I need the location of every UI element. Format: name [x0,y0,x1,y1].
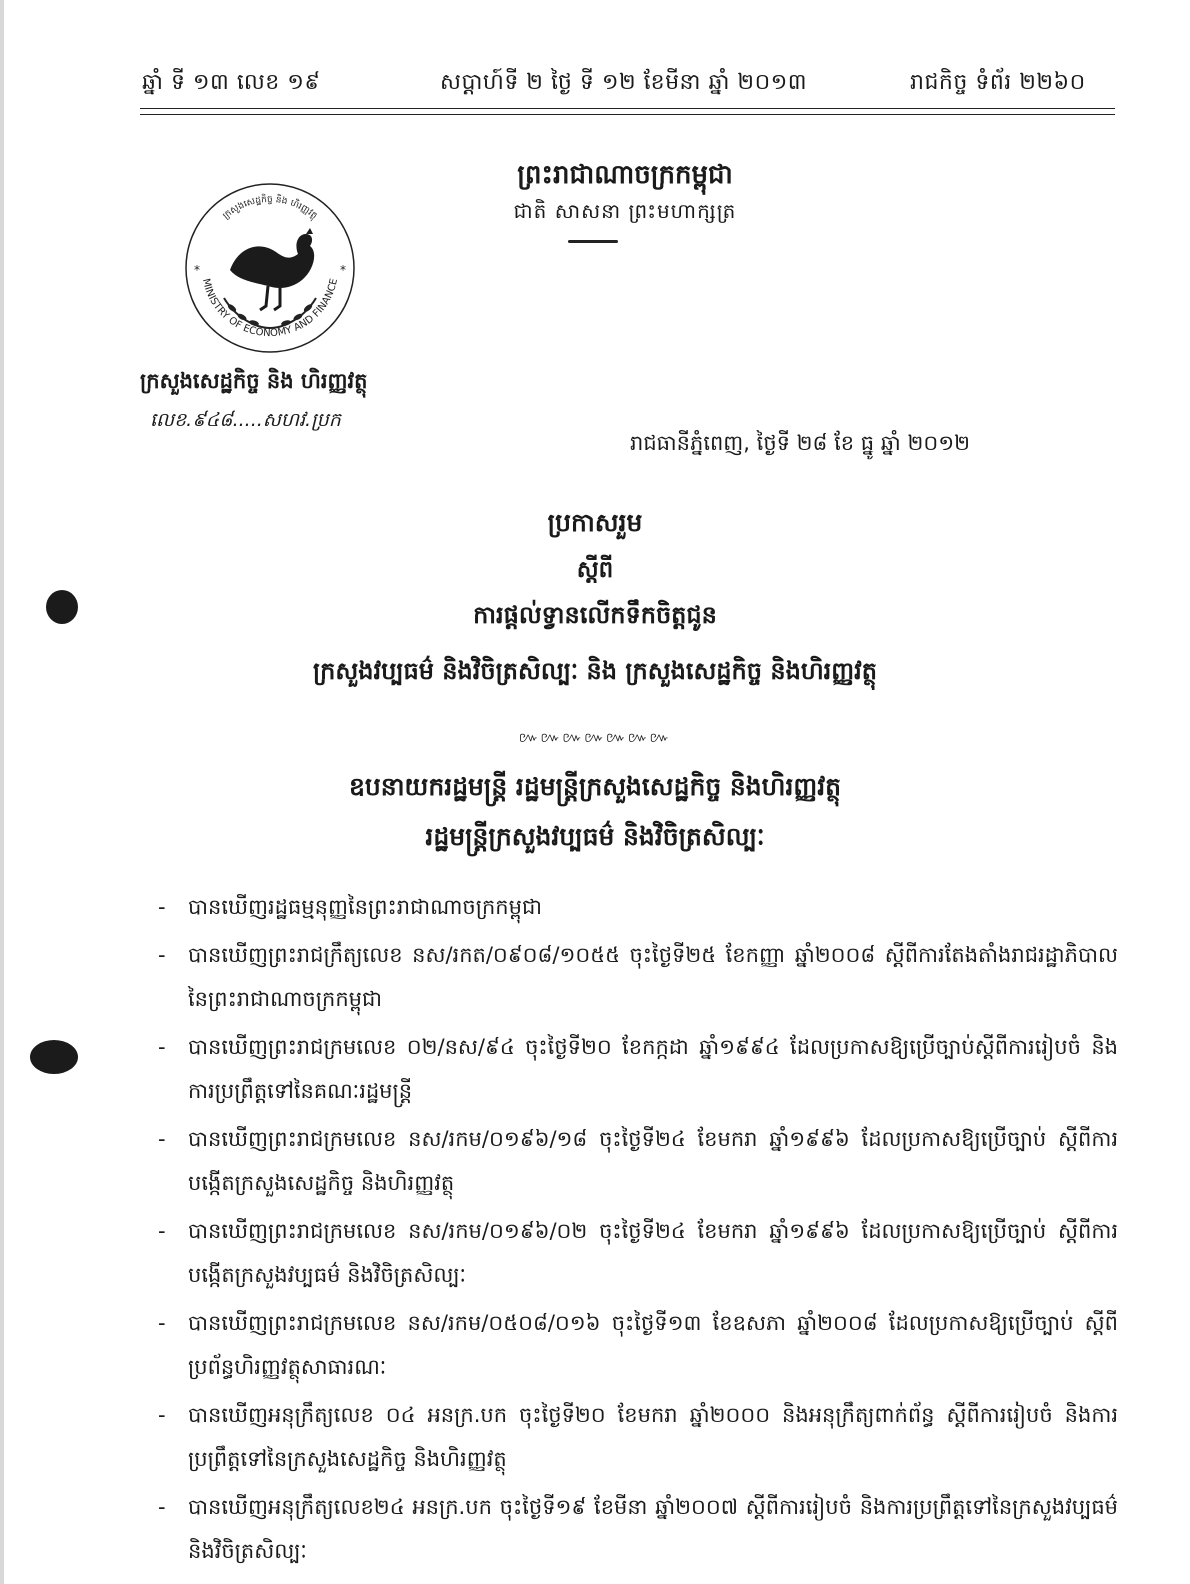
header-year-issue: ឆ្នាំ ទី ១៣ លេខ ១៩ [142,70,321,95]
list-bullet: - [158,895,166,919]
authority-line-1: ឧបនាយករដ្ឋមន្ត្រី រដ្ឋមន្ត្រីក្រសួងសេដ្ឋកិច្ច និងហិរញ្ញវត្ថុ [348,772,842,801]
consideration-item [158,933,1118,1021]
list-bullet: - [158,1311,166,1335]
ministry-seal-icon [180,178,360,358]
title-subject: ការផ្តល់ទ្វានលើកទឹកចិត្តជូន [473,601,717,629]
consideration-text: បានឃើញអនុក្រឹត្យលេខ ០៤ អនក្រ.បក ចុះថ្ងៃទី២០ ខែមករា ឆ្នាំ២០០០ និងអនុក្រឹត្យពាក់ព័ន្ធ ស្តីពីការរៀបចំ និងការប្រព្រឹត្តទៅនៃក្រសួងសេដ្ឋកិច្ច និងហិរញ្ញវត្ថុ [188,1403,1118,1471]
consideration-text: បានឃើញព្រះរាជក្រឹត្យលេខ នស/រកត/០៩០៨/១០៥៥ ចុះថ្ងៃទី២៥ ខែកញ្ញា ឆ្នាំ២០០៨ ស្តីពីការតែងតាំងរាជរដ្ឋាភិបាលនៃព្រះរាជាណាចក្រកម្ពុជា [188,943,1118,1011]
document-type: ប្រកាសរួម [547,508,643,537]
consideration-text: បានឃើញព្រះរាជក្រមលេខ នស/រកម/០១៩៦/០២ ចុះថ្ងៃទី២៤ ខែមករា ឆ្នាំ១៩៩៦ ដែលប្រកាសឱ្យប្រើច្បាប់ ស្តីពីការបង្កើតក្រសួងវប្បធម៌ និងវិចិត្រសិល្បៈ [188,1219,1118,1287]
kingdom-motto: ជាតិ សាសនា ព្រះមហាក្សត្រ [513,199,737,223]
header-rule-second [140,114,1115,115]
header-rule [140,108,1115,109]
consideration-item [158,1393,1118,1481]
header-gazette-page: រាជកិច្ច ទំព័រ ២២៦០ [910,70,1086,95]
consideration-item [158,1025,1118,1113]
list-bullet: - [158,1035,166,1059]
title-ministries: ក្រសួងវប្បធម៌ និងវិចិត្រសិល្បៈ និង ក្រសួងសេដ្ឋកិច្ច និងហិរញ្ញវត្ថុ [313,657,877,685]
list-bullet: - [158,1127,166,1151]
kingdom-name: ព្រះរាជាណាចក្រកម្ពុជា [517,160,733,190]
title-about: ស្តីពី [576,557,614,583]
consideration-text: បានឃើញព្រះរាជក្រមលេខ នស/រកម/០៥០៨/០១៦ ចុះថ្ងៃទី១៣ ខែឧសភា ឆ្នាំ២០០៨ ដែលប្រកាសឱ្យប្រើច្បាប់ ស្តីពីប្រព័ន្ធហិរញ្ញវត្ថុសាធារណៈ [188,1311,1118,1379]
consideration-text: បានឃើញរដ្ឋធម្មនុញ្ញនៃព្រះរាជាណាចក្រកម្ពុជា [188,895,542,919]
consideration-item [158,1301,1118,1389]
svg-text:*: * [194,263,200,277]
place-and-date: រាជធានីភ្នំពេញ, ថ្ងៃទី ២៨ ខែ ធ្នូ ឆ្នាំ ២០១២ [630,431,970,455]
list-bullet: - [158,1403,166,1427]
header-week-date: សប្តាហ៍ទី ២ ថ្ងៃ ទី ១២ ខែមីនា ឆ្នាំ ២០១៣ [440,70,808,95]
list-bullet: - [158,1219,166,1243]
list-bullet: - [158,943,166,967]
consideration-item [158,1485,1118,1573]
reference-number: លេខ.៩៤៨.....សហវ.ប្រក [150,409,341,431]
consideration-item [158,1117,1118,1205]
consideration-item [158,885,1118,929]
svg-text:*: * [340,263,346,277]
considerations-list [158,885,1118,1577]
title-ornament: ៚៚៚៚៚៚៚ [518,730,672,746]
punch-hole-bottom [30,1040,78,1074]
consideration-item [158,1209,1118,1297]
consideration-text: បានឃើញអនុក្រឹត្យលេខ២៤ អនក្រ.បក ចុះថ្ងៃទី១៩ ខែមីនា ឆ្នាំ២០០៧ ស្តីពីការរៀបចំ និងការប្រព្រឹត្តទៅនៃក្រសួងវប្បធម៌ និងវិចិត្រសិល្បៈ [188,1495,1118,1563]
consideration-text: បានឃើញព្រះរាជក្រមលេខ នស/រកម/០១៩៦/១៨ ចុះថ្ងៃទី២៤ ខែមករា ឆ្នាំ១៩៩៦ ដែលប្រកាសឱ្យប្រើច្បាប់ ស្តីពីការបង្កើតក្រសួងសេដ្ឋកិច្ច និងហិរញ្ញវត្ថុ [188,1127,1118,1195]
authority-line-2: រដ្ឋមន្ត្រីក្រសួងវប្បធម៌ និងវិចិត្រសិល្បៈ [425,822,765,851]
list-bullet: - [158,1495,166,1519]
svg-text:ក្រសួងសេដ្ឋកិច្ច និង ហិរញ្ញវត្: ក្រសួងសេដ្ឋកិច្ច និង ហិរញ្ញវត្ថុ [221,194,319,222]
motto-divider [568,240,618,243]
svg-text:MINISTRY OF ECONOMY AND FINANC: MINISTRY OF ECONOMY AND FINANCE [199,277,341,340]
consideration-text: បានឃើញព្រះរាជក្រមលេខ ០២/នស/៩៤ ចុះថ្ងៃទី២០ ខែកក្កដា ឆ្នាំ១៩៩៤ ដែលប្រកាសឱ្យប្រើច្បាប់ស្តីពីការរៀបចំ និងការប្រព្រឹត្តទៅនៃគណៈរដ្ឋមន្ត្រី [188,1035,1118,1103]
issuing-ministry: ក្រសួងសេដ្ឋកិច្ច និង ហិរញ្ញវត្ថុ [140,369,368,393]
